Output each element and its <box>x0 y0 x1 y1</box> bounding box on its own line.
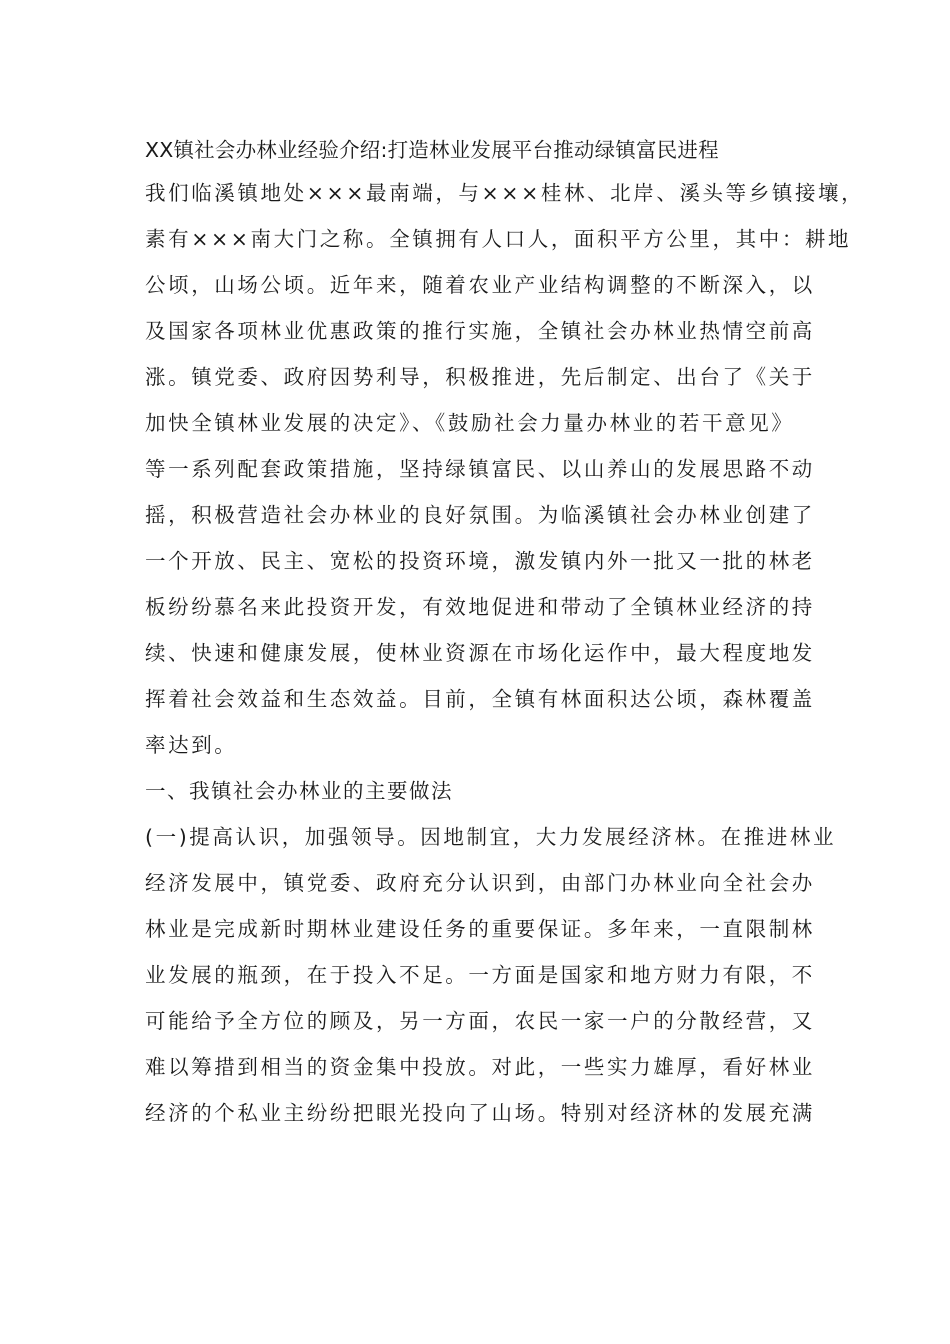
section-line: (一)提高认识，加强领导。因地制宜，大力发展经济林。在推进林业 <box>145 825 837 849</box>
section-line: 经济的个私业主纷纷把眼光投向了山场。特别对经济林的发展充满 <box>145 1101 815 1125</box>
section-line: 难以筹措到相当的资金集中投放。对此，一些实力雄厚，看好林业 <box>145 1055 815 1079</box>
intro-line: 等一系列配套政策措施，坚持绿镇富民、以山养山的发展思路不动 <box>145 457 815 481</box>
intro-line: 摇，积极营造社会办林业的良好氛围。为临溪镇社会办林业创建了 <box>145 503 815 527</box>
intro-line: 加快全镇林业发展的决定》、《鼓励社会力量办林业的若干意见》 <box>145 411 795 435</box>
section-line: 林业是完成新时期林业建设任务的重要保证。多年来，一直限制林 <box>145 917 815 941</box>
document-body <box>145 130 865 1136</box>
intro-line: 素有×××南大门之称。全镇拥有人口人，面积平方公里，其中：耕地 <box>145 227 852 251</box>
intro-line: 一个开放、民主、宽松的投资环境，激发镇内外一批又一批的林老 <box>145 549 815 573</box>
intro-line: 涨。镇党委、政府因势利导，积极推进，先后制定、出台了《关于 <box>145 365 815 389</box>
intro-line: 及国家各项林业优惠政策的推行实施，全镇社会办林业热情空前高 <box>145 319 815 343</box>
section-line: 可能给予全方位的顾及，另一方面，农民一家一户的分散经营，又 <box>145 1009 815 1033</box>
document-title: XX镇社会办林业经验介绍:打造林业发展平台推动绿镇富民进程 <box>145 138 719 162</box>
intro-line: 续、快速和健康发展，使林业资源在市场化运作中，最大程度地发 <box>145 641 815 665</box>
intro-line: 公顷，山场公顷。近年来，随着农业产业结构调整的不断深入，以 <box>145 273 815 297</box>
section-line: 经济发展中，镇党委、政府充分认识到，由部门办林业向全社会办 <box>145 871 815 895</box>
intro-line: 我们临溪镇地处×××最南端，与×××桂林、北岸、溪头等乡镇接壤， <box>145 181 865 205</box>
intro-line: 挥着社会效益和生态效益。目前，全镇有林面积达公顷，森林覆盖 <box>145 687 815 711</box>
section-heading: 一、我镇社会办林业的主要做法 <box>145 779 453 803</box>
intro-line: 率达到。 <box>145 733 238 757</box>
section-line: 业发展的瓶颈，在于投入不足。一方面是国家和地方财力有限，不 <box>145 963 815 987</box>
intro-line: 板纷纷慕名来此投资开发，有效地促进和带动了全镇林业经济的持 <box>145 595 815 619</box>
